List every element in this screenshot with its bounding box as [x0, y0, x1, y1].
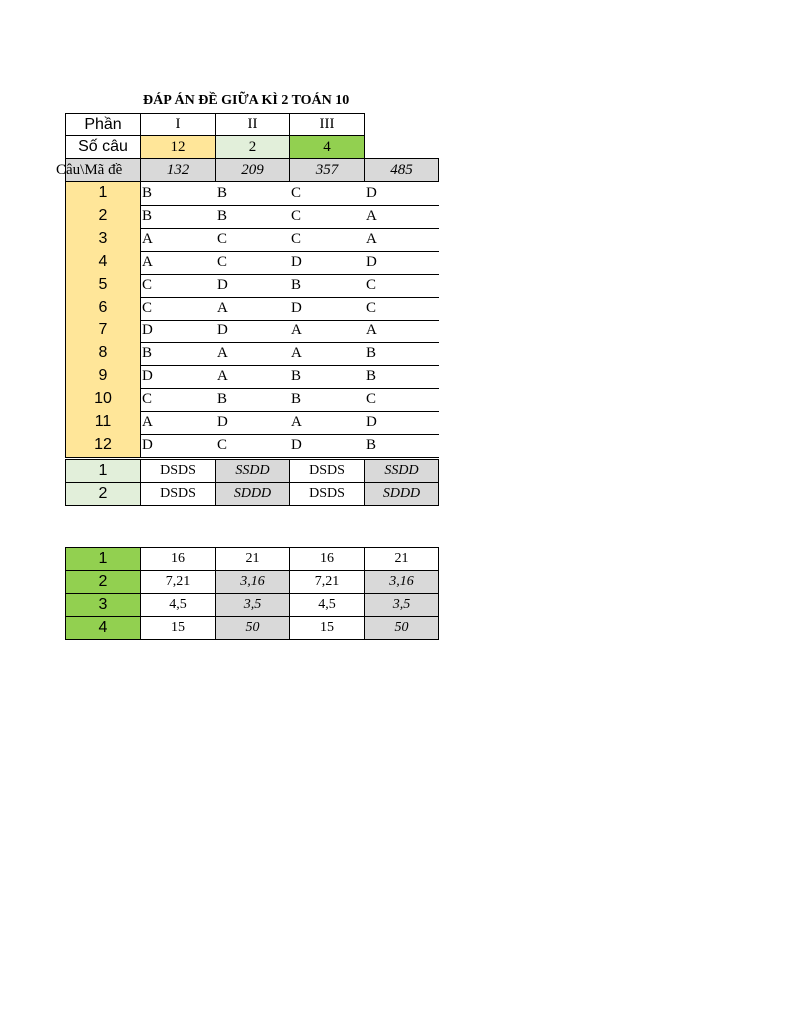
part1-answer-cell: C: [289, 182, 365, 206]
part1-question-number: 5: [65, 274, 141, 298]
part1-answer-cell: C: [140, 388, 216, 412]
part1-question-number: 1: [65, 182, 141, 206]
part2-answer-cell: SSDD: [215, 459, 290, 483]
part1-answer-cell: B: [215, 388, 290, 412]
part3-answer-cell: 3,5: [215, 593, 290, 617]
part3-answer-cell: 21: [364, 547, 439, 571]
part1-answer-cell: C: [215, 251, 290, 275]
part3-answer-cell: 15: [289, 616, 365, 640]
part2-answer-cell: DSDS: [140, 482, 216, 506]
part1-answer-cell: D: [364, 411, 439, 435]
part1-answer-cell: B: [140, 342, 216, 366]
part1-answer-cell: B: [140, 205, 216, 229]
part1-answer-cell: D: [364, 251, 439, 275]
part1-answer-cell: C: [364, 388, 439, 412]
part1-answer-cell: A: [140, 251, 216, 275]
part2-question-number: 2: [65, 482, 141, 506]
part3-answer-cell: 21: [215, 547, 290, 571]
part3-answer-cell: 50: [215, 616, 290, 640]
part1-question-number: 3: [65, 228, 141, 252]
page-title: ĐÁP ÁN ĐỀ GIỮA KÌ 2 TOÁN 10: [143, 93, 350, 108]
part1-question-number: 4: [65, 251, 141, 275]
part1-question-number: 2: [65, 205, 141, 229]
part1-answer-cell: A: [364, 205, 439, 229]
so-cau-label: Số câu: [65, 135, 141, 159]
part1-answer-cell: B: [215, 205, 290, 229]
part3-answer-cell: 4,5: [289, 593, 365, 617]
part1-answer-cell: C: [140, 297, 216, 321]
code-209: 209: [215, 158, 290, 182]
part2-answer-cell: DSDS: [140, 459, 216, 483]
part1-answer-cell: B: [364, 342, 439, 366]
part1-answer-cell: B: [364, 434, 439, 458]
part2-answer-cell: SSDD: [364, 459, 439, 483]
part1-answer-cell: C: [364, 274, 439, 298]
part3-answer-cell: 16: [140, 547, 216, 571]
part-label-3: III: [289, 113, 365, 136]
part1-answer-cell: D: [140, 434, 216, 458]
part3-question-number: 4: [65, 616, 141, 640]
part1-answer-cell: A: [215, 297, 290, 321]
part1-answer-cell: B: [289, 388, 365, 412]
part1-question-number: 9: [65, 365, 141, 389]
part3-answer-cell: 15: [140, 616, 216, 640]
part1-answer-cell: A: [215, 342, 290, 366]
part3-answer-cell: 4,5: [140, 593, 216, 617]
count-part-3: 4: [289, 135, 365, 159]
part1-answer-cell: A: [140, 411, 216, 435]
part3-question-number: 3: [65, 593, 141, 617]
part2-answer-cell: SDDD: [364, 482, 439, 506]
part3-answer-cell: 7,21: [140, 570, 216, 594]
part3-answer-cell: 50: [364, 616, 439, 640]
code-357: 357: [289, 158, 365, 182]
part2-answer-cell: DSDS: [289, 459, 365, 483]
part1-answer-cell: D: [215, 274, 290, 298]
part1-question-number: 10: [65, 388, 141, 412]
part1-answer-cell: D: [289, 251, 365, 275]
part1-answer-cell: A: [215, 365, 290, 389]
part1-answer-cell: C: [215, 434, 290, 458]
part1-answer-cell: A: [140, 228, 216, 252]
part1-answer-cell: A: [364, 319, 439, 343]
count-part-1: 12: [140, 135, 216, 159]
part1-answer-cell: D: [364, 182, 439, 206]
part1-answer-cell: D: [140, 365, 216, 389]
part1-question-number: 12: [65, 434, 141, 458]
part1-answer-cell: D: [215, 411, 290, 435]
part1-answer-cell: D: [215, 319, 290, 343]
part3-question-number: 1: [65, 547, 141, 571]
part1-answer-cell: C: [289, 228, 365, 252]
part1-answer-cell: D: [289, 297, 365, 321]
part1-answer-cell: A: [289, 342, 365, 366]
part-label-2: II: [215, 113, 290, 136]
codes-label: Câu\Mã đề: [65, 158, 141, 182]
part1-answer-cell: B: [215, 182, 290, 206]
part3-answer-cell: 3,16: [364, 570, 439, 594]
part1-answer-cell: A: [364, 228, 439, 252]
phan-label: Phần: [65, 113, 141, 136]
part1-answer-cell: B: [289, 365, 365, 389]
part2-answer-cell: SDDD: [215, 482, 290, 506]
part1-answer-cell: C: [364, 297, 439, 321]
part-label-1: I: [140, 113, 216, 136]
count-part-2: 2: [215, 135, 290, 159]
part1-answer-cell: D: [289, 434, 365, 458]
part2-answer-cell: DSDS: [289, 482, 365, 506]
code-132: 132: [140, 158, 216, 182]
part2-question-number: 1: [65, 459, 141, 483]
part1-question-number: 7: [65, 319, 141, 343]
part1-answer-cell: C: [140, 274, 216, 298]
part1-question-number: 6: [65, 297, 141, 321]
part1-question-number: 11: [65, 411, 141, 435]
part1-answer-cell: C: [289, 205, 365, 229]
part1-answer-cell: B: [364, 365, 439, 389]
part3-answer-cell: 3,5: [364, 593, 439, 617]
part1-question-number: 8: [65, 342, 141, 366]
part1-answer-cell: B: [289, 274, 365, 298]
part3-answer-cell: 3,16: [215, 570, 290, 594]
part1-answer-cell: B: [140, 182, 216, 206]
part1-answer-cell: D: [140, 319, 216, 343]
part1-answer-cell: A: [289, 319, 365, 343]
code-485: 485: [364, 158, 439, 182]
part1-answer-cell: A: [289, 411, 365, 435]
part3-answer-cell: 16: [289, 547, 365, 571]
part1-answer-cell: C: [215, 228, 290, 252]
part3-answer-cell: 7,21: [289, 570, 365, 594]
part3-question-number: 2: [65, 570, 141, 594]
